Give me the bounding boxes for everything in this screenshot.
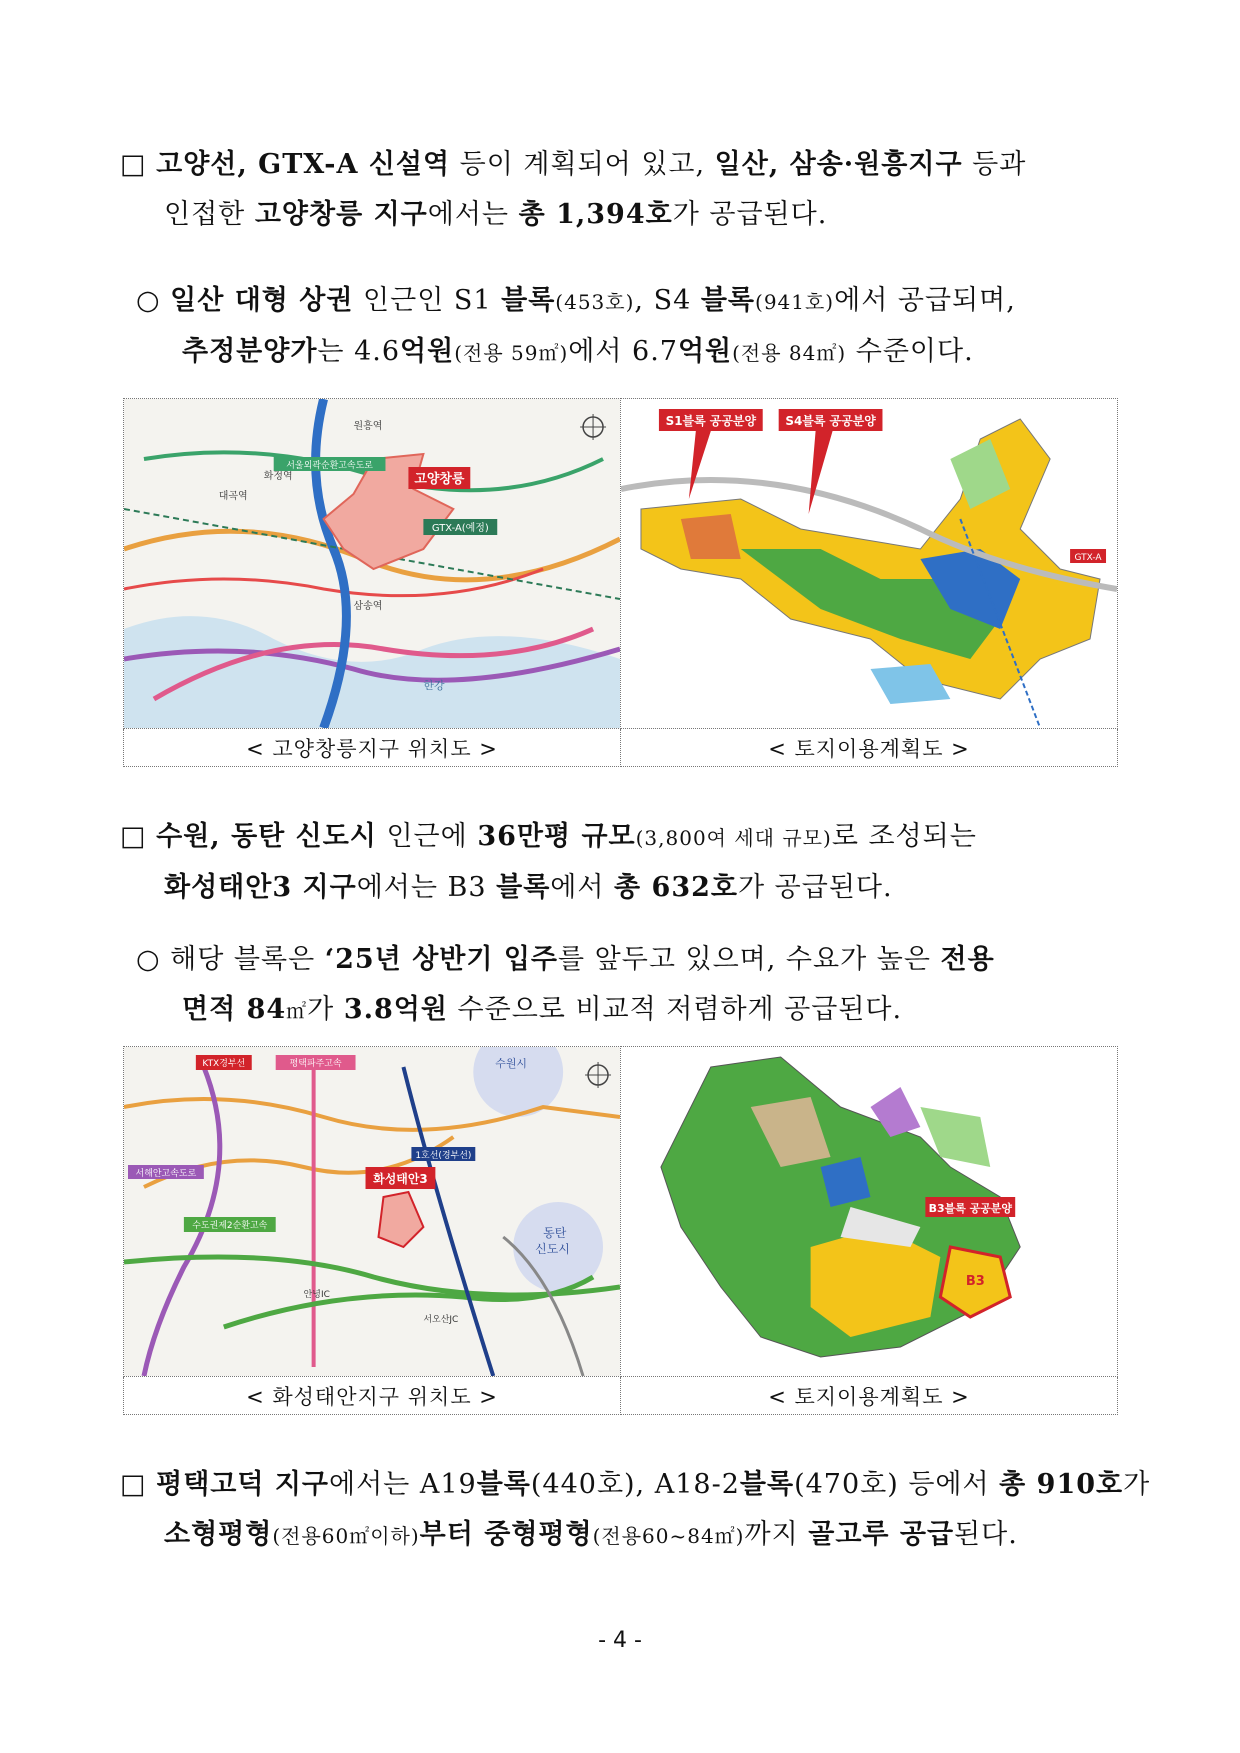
map-label-ktx: KTX경부선	[202, 1058, 246, 1070]
goyang-location-map	[124, 399, 621, 729]
checkbox-bullet: □	[120, 149, 147, 180]
section1-sub-line1: ○ 일산 대형 상권 인근인 S1 블록(453호), S4 블록(941호)에서 공급되며,	[136, 285, 1016, 316]
figure-hwaseong	[123, 1046, 1118, 1415]
section3-line2: 소형평형(전용60㎡이하)부터 중형평형(전용60~84㎡)까지 골고루 공급된다.	[164, 1519, 1018, 1550]
map-label-hwy2: 수도권제2순환고속	[192, 1220, 268, 1232]
map-label-gtx: GTX-A(예정)	[431, 522, 489, 535]
hwaseong-plan-svg	[621, 1047, 1117, 1376]
goyang-map-caption: < 고양창릉지구 위치도 >	[124, 729, 621, 767]
map-label-station2: 화정역	[263, 470, 293, 483]
section1-paragraph	[120, 140, 1120, 240]
plan-label-b3: B3블록 공공분양	[928, 1201, 1012, 1216]
circle-bullet: ○	[136, 944, 161, 975]
hwaseong-map-svg	[124, 1047, 620, 1376]
section2-paragraph	[120, 812, 1120, 913]
section2-line1: □ 수원, 동탄 신도시 인근에 36만평 규모(3,800여 세대 규모)로 조성되는	[120, 821, 977, 852]
section2-sub-line1: ○ 해당 블록은 ‘25년 상반기 입주를 앞두고 있으며, 수요가 높은 전용	[136, 944, 995, 975]
hwaseong-map-caption: < 화성태안지구 위치도 >	[124, 1377, 621, 1415]
section1-sub-line2: 추정분양가는 4.6억원(전용 59㎡)에서 6.7억원(전용 84㎡) 수준이다.	[182, 336, 974, 367]
section2-sub-line2: 면적 84㎡가 3.8억원 수준으로 비교적 저렴하게 공급된다.	[182, 994, 903, 1025]
checkbox-bullet: □	[120, 821, 147, 852]
plan-label-s4: S4블록 공공분양	[785, 413, 876, 429]
circle-bullet: ○	[136, 285, 161, 316]
checkbox-bullet: □	[120, 1469, 147, 1500]
goyang-map-svg	[124, 399, 620, 728]
hwaseong-landuse-plan	[621, 1047, 1118, 1377]
section1-line1: □ 고양선, GTX-A 신설역 등이 계획되어 있고, 일산, 삼송·원흥지구 등과	[120, 149, 1027, 180]
section2-sub-paragraph	[120, 935, 1120, 1036]
map-label-ic2: 서오산JC	[423, 1314, 459, 1326]
map-label-river: 한강	[423, 678, 445, 693]
section2-line2: 화성태안3 지구에서는 B3 블록에서 총 632호가 공급된다.	[164, 872, 893, 903]
map-label-district: 화성태안3	[373, 1171, 428, 1187]
section3-paragraph	[120, 1460, 1151, 1561]
figure-goyang	[123, 398, 1118, 767]
map-label-newtown: 신도시	[535, 1241, 570, 1257]
goyang-plan-caption: < 토지이용계획도 >	[621, 729, 1118, 767]
plan-label-s1: S1블록 공공분양	[665, 413, 757, 429]
map-label-district: 고양창릉	[414, 471, 465, 488]
map-label-station3: 삼송역	[353, 600, 383, 613]
goyang-landuse-plan	[621, 399, 1118, 729]
section1-line2: 인접한 고양창릉 지구에서는 총 1,394호가 공급된다.	[164, 199, 828, 230]
hwaseong-plan-caption: < 토지이용계획도 >	[621, 1377, 1118, 1415]
map-label-station1: 대곡역	[218, 490, 248, 503]
section3-line1: □ 평택고덕 지구에서는 A19블록(440호), A18-2블록(470호) 등에서 총 910호가	[120, 1469, 1151, 1500]
goyang-plan-svg	[621, 399, 1117, 728]
section1-sub-paragraph	[120, 276, 1120, 378]
map-label-expressway: 서울외곽순환고속도로	[286, 460, 373, 472]
map-label-hwy3: 서해안고속도로	[135, 1168, 197, 1180]
plan-label-b3-box: B3	[965, 1273, 985, 1290]
page-number: - 4 -	[598, 1628, 642, 1653]
map-label-ic1: 안녕IC	[303, 1289, 330, 1301]
map-label-station4: 원흥역	[353, 420, 383, 433]
map-label-rail: 1호선(경부선)	[415, 1150, 472, 1162]
map-label-suwon: 수원시	[495, 1056, 528, 1071]
hwaseong-location-map	[124, 1047, 621, 1377]
map-label-dongtan: 동탄	[543, 1225, 567, 1241]
plan-label-gtx: GTX-A	[1074, 552, 1102, 564]
map-label-hwy1: 평택파주고속	[289, 1058, 342, 1070]
